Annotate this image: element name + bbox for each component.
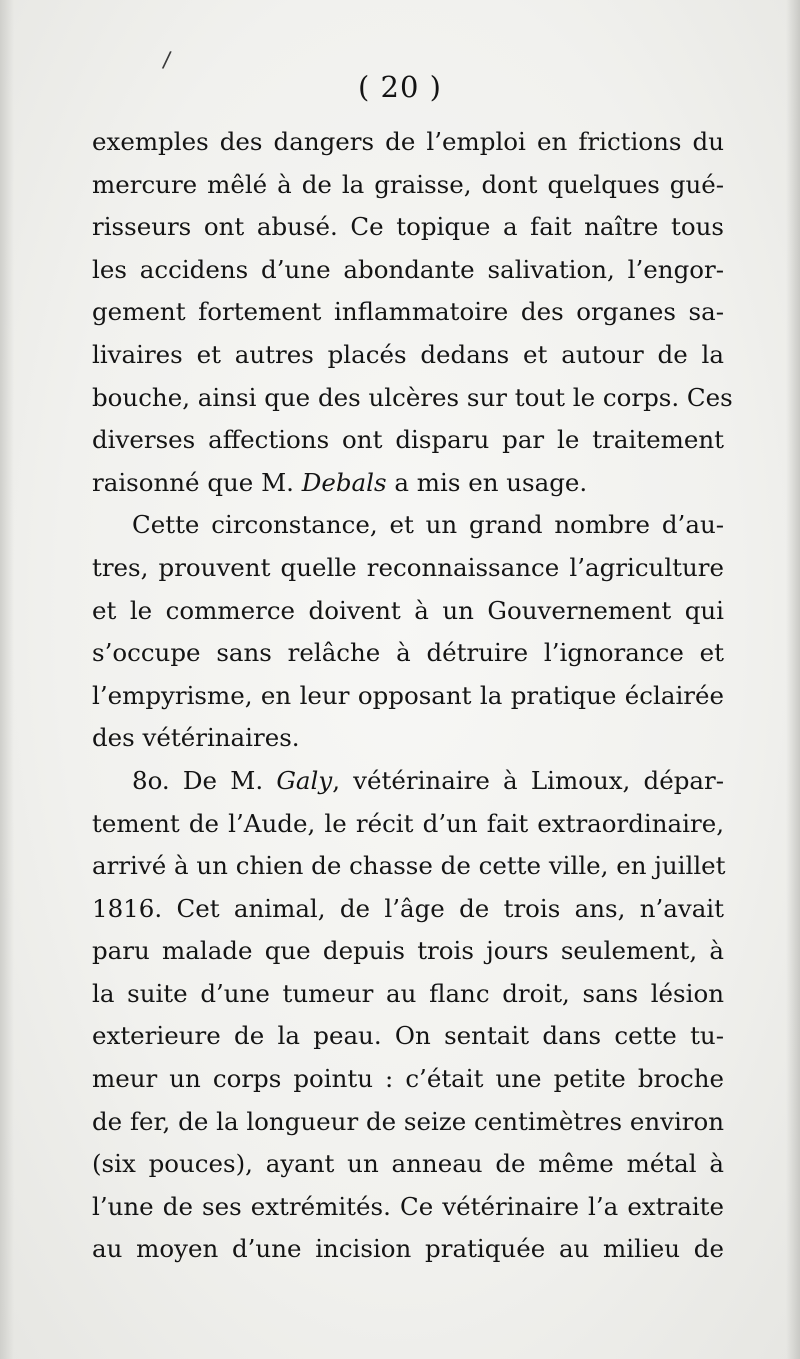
text-line (92, 1186, 724, 1229)
italic-name: Debals (301, 467, 387, 497)
text-segment: , vétérinaire à Limoux, dépar- (332, 765, 724, 795)
text-line (92, 930, 724, 973)
text-segment: l’empyrisme, en leur opposant la pratique éclairée (92, 680, 724, 710)
text-segment: meur un corps pointu : c’était une petite broche (92, 1064, 724, 1094)
text-segment: (six pouces), ayant un anneau de même métal à (92, 1149, 724, 1179)
page-number: ( 20 ) (358, 70, 442, 104)
text-segment: a mis en usage. (386, 467, 588, 497)
text-segment: s’occupe sans relâche à détruire l’ignorance et (92, 638, 724, 668)
text-line (92, 249, 724, 292)
text-segment: arrivé à un chien de chasse de cette ville, en juillet (92, 851, 726, 881)
text-line (92, 206, 724, 249)
text-segment: et le commerce doivent à un Gouvernement qui (92, 595, 724, 625)
text-line (92, 632, 724, 675)
text-segment: raisonné que M. (92, 467, 302, 497)
text-segment: exterieure de la peau. On sentait dans cette tu- (92, 1021, 724, 1051)
text-line (92, 675, 724, 718)
text-line (92, 419, 724, 462)
text-segment: diverses affections ont disparu par le traitement (92, 425, 724, 455)
text-line (92, 377, 733, 420)
text-segment: bouche, ainsi que des ulcères sur tout le corps. Ces (92, 382, 733, 412)
text-segment: exemples des dangers de l’emploi en frictions du (92, 127, 724, 156)
text-segment: la suite d’une tumeur au flanc droit, sans lésion (92, 978, 724, 1008)
text-segment: gement fortement inflammatoire des organes sa- (92, 297, 724, 327)
text-segment: paru malade que depuis trois jours seulement, à (92, 936, 724, 966)
text-line (92, 1228, 724, 1271)
text-line (92, 504, 724, 547)
text-line (92, 590, 724, 633)
left-page-shadow (0, 0, 14, 1359)
text-segment: livaires et autres placés dedans et autour de la (92, 339, 724, 369)
text-line (92, 803, 724, 846)
text-line (92, 1015, 724, 1058)
text-line (92, 121, 724, 164)
text-segment: les accidens d’une abondante salivation, l’engor- (92, 254, 724, 284)
text-line (92, 1101, 724, 1144)
text-segment: au moyen d’une incision pratiquée au milieu de (92, 1234, 724, 1264)
text-segment: tres, prouvent quelle reconnaissance l’agriculture (92, 552, 724, 582)
text-line (92, 760, 724, 803)
italic-name: Galy (276, 765, 333, 795)
stray-pen-mark: / (161, 47, 173, 74)
body-text (92, 121, 733, 1271)
right-page-shadow (786, 0, 800, 1359)
text-segment: l’une de ses extrémités. Ce vétérinaire l’a extraite (92, 1191, 724, 1221)
text-line (92, 1143, 724, 1186)
text-line (92, 291, 724, 334)
text-segment: de fer, de la longueur de seize centimètres environ (92, 1106, 725, 1136)
text-segment: 8o. De M. (132, 765, 277, 795)
text-line (92, 888, 724, 931)
text-segment: 1816. Cet animal, de l’âge de trois ans, n’avait (92, 893, 724, 923)
text-line (92, 462, 724, 505)
text-line (92, 717, 724, 760)
text-line (92, 547, 724, 590)
text-segment: des vétérinaires. (92, 723, 300, 753)
text-line (92, 973, 724, 1016)
text-line (92, 164, 724, 207)
text-line (92, 1058, 724, 1101)
text-line (92, 334, 724, 377)
text-segment: tement de l’Aude, le récit d’un fait extraordinaire, (92, 808, 724, 838)
text-segment: risseurs ont abusé. Ce topique a fait naître tous (92, 212, 724, 242)
text-segment: Cette circonstance, et un grand nombre d’au- (132, 510, 724, 540)
text-line (92, 845, 724, 888)
text-segment: mercure mêlé à de la graisse, dont quelques gué- (92, 169, 724, 199)
